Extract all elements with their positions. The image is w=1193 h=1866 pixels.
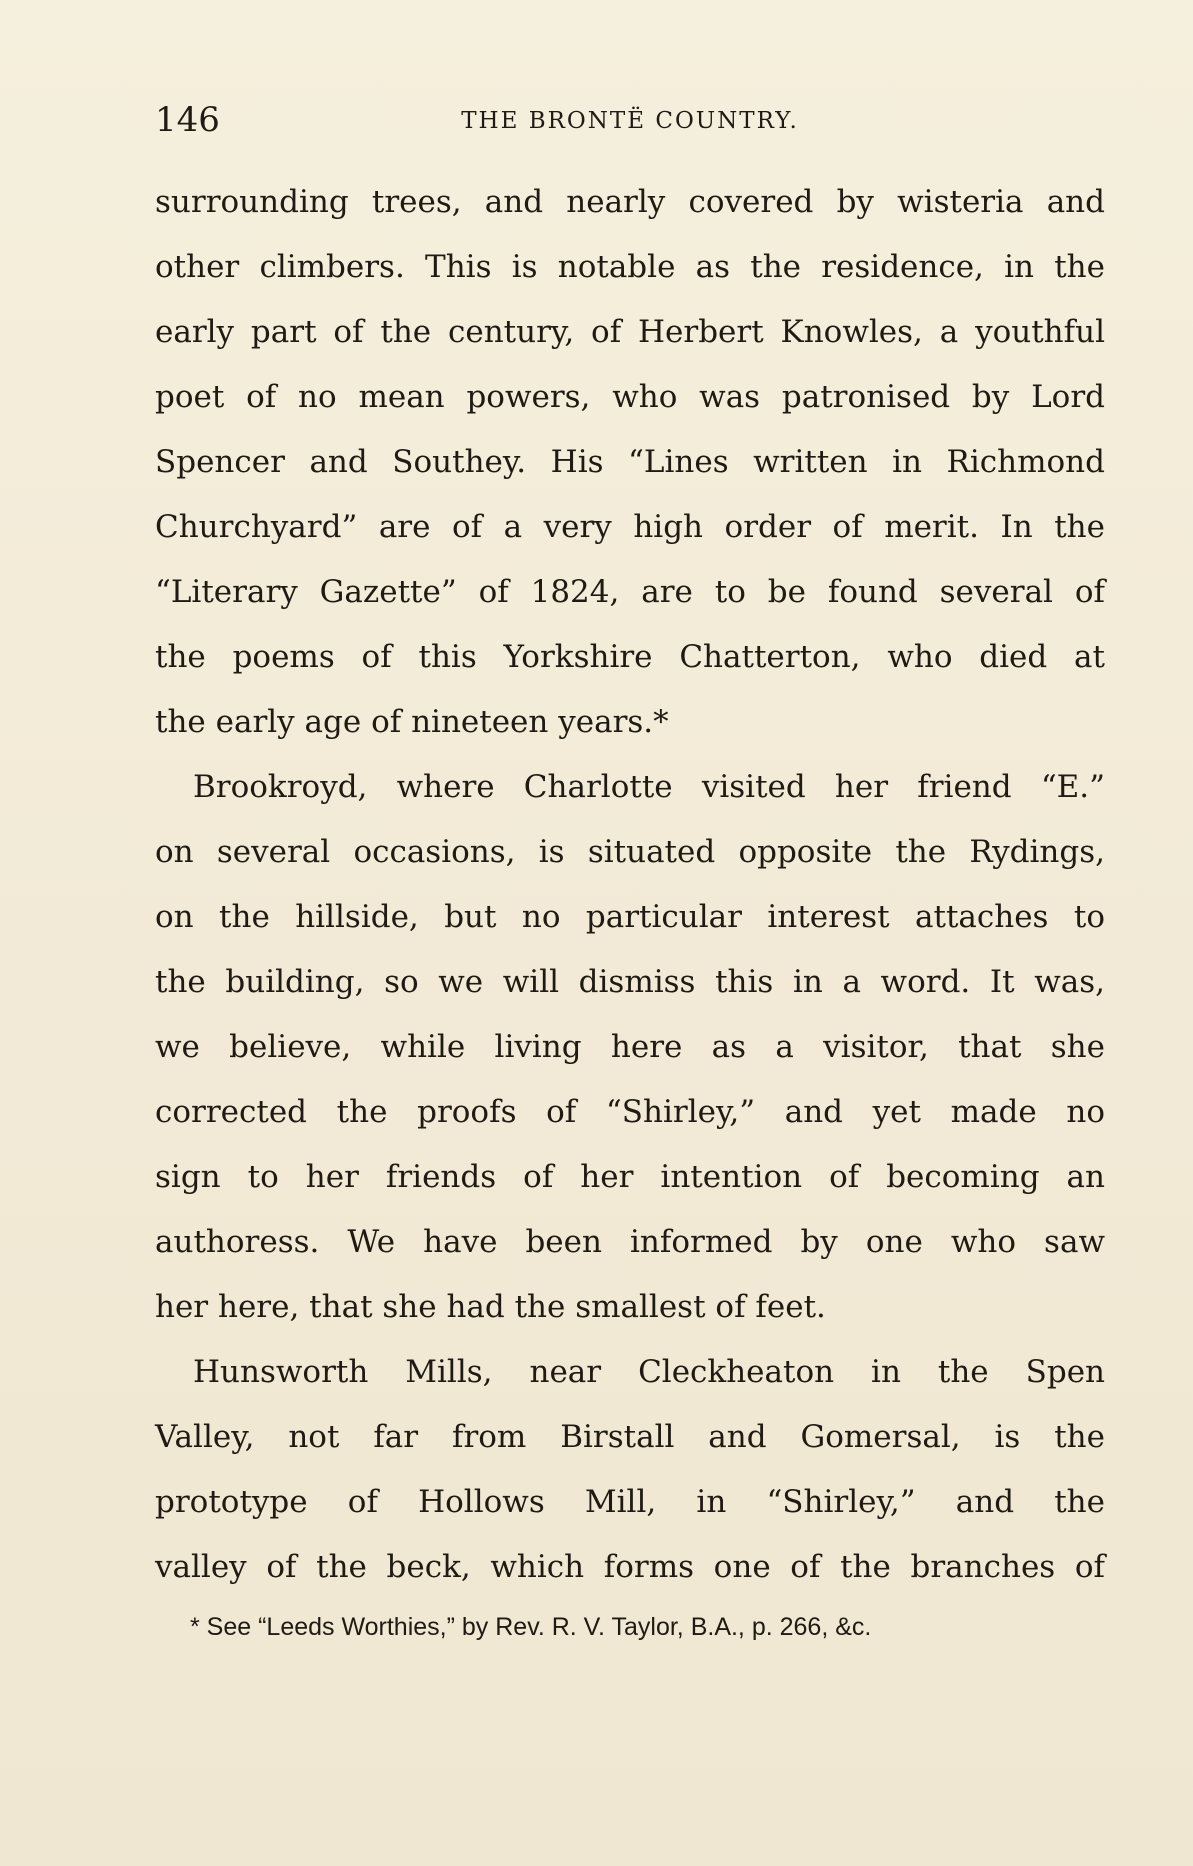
- text-line: authoress. We have been informed by one who saw: [155, 1224, 1105, 1260]
- text-line: “Literary Gazette” of 1824, are to be found several of: [155, 574, 1105, 610]
- text-line: early part of the century, of Herbert Knowles, a youthful: [155, 314, 1105, 350]
- text-line: her here, that she had the smallest of feet.: [155, 1289, 826, 1325]
- page-header: [155, 100, 1105, 140]
- running-head: THE BRONTË COUNTRY.: [461, 108, 799, 134]
- paragraph-start-line: Brookroyd, where Charlotte visited her friend “E.”: [193, 769, 1105, 805]
- text-line: other climbers. This is notable as the residence, in the: [155, 249, 1105, 285]
- paragraph-start-line: Hunsworth Mills, near Cleckheaton in the Spen: [193, 1354, 1105, 1390]
- text-line: on the hillside, but no particular interest attaches to: [155, 899, 1105, 935]
- text-line: the building, so we will dismiss this in a word. It was,: [155, 964, 1105, 1000]
- text-line: Spencer and Southey. His “Lines written in Richmond: [155, 444, 1105, 480]
- text-line: we believe, while living here as a visitor, that she: [155, 1029, 1105, 1065]
- text-line: poet of no mean powers, who was patronised by Lord: [155, 379, 1105, 415]
- text-line: the early age of nineteen years.*: [155, 704, 669, 740]
- body-text: [155, 170, 1105, 1600]
- text-line: Churchyard” are of a very high order of merit. In the: [155, 509, 1105, 545]
- page-number: 146: [155, 100, 220, 140]
- text-line: prototype of Hollows Mill, in “Shirley,” and the: [155, 1484, 1105, 1520]
- text-line: valley of the beck, which forms one of the branches of: [155, 1549, 1105, 1585]
- text-line: corrected the proofs of “Shirley,” and yet made no: [155, 1094, 1105, 1130]
- text-line: surrounding trees, and nearly covered by wisteria and: [155, 184, 1105, 220]
- footnote: * See “Leeds Worthies,” by Rev. R. V. Taylor, B.A., p. 266, &c.: [190, 1613, 872, 1641]
- text-line: sign to her friends of her intention of becoming an: [155, 1159, 1105, 1195]
- text-line: the poems of this Yorkshire Chatterton, who died at: [155, 639, 1105, 675]
- text-line: on several occasions, is situated opposite the Rydings,: [155, 834, 1105, 870]
- text-line: Valley, not far from Birstall and Gomersal, is the: [155, 1419, 1105, 1455]
